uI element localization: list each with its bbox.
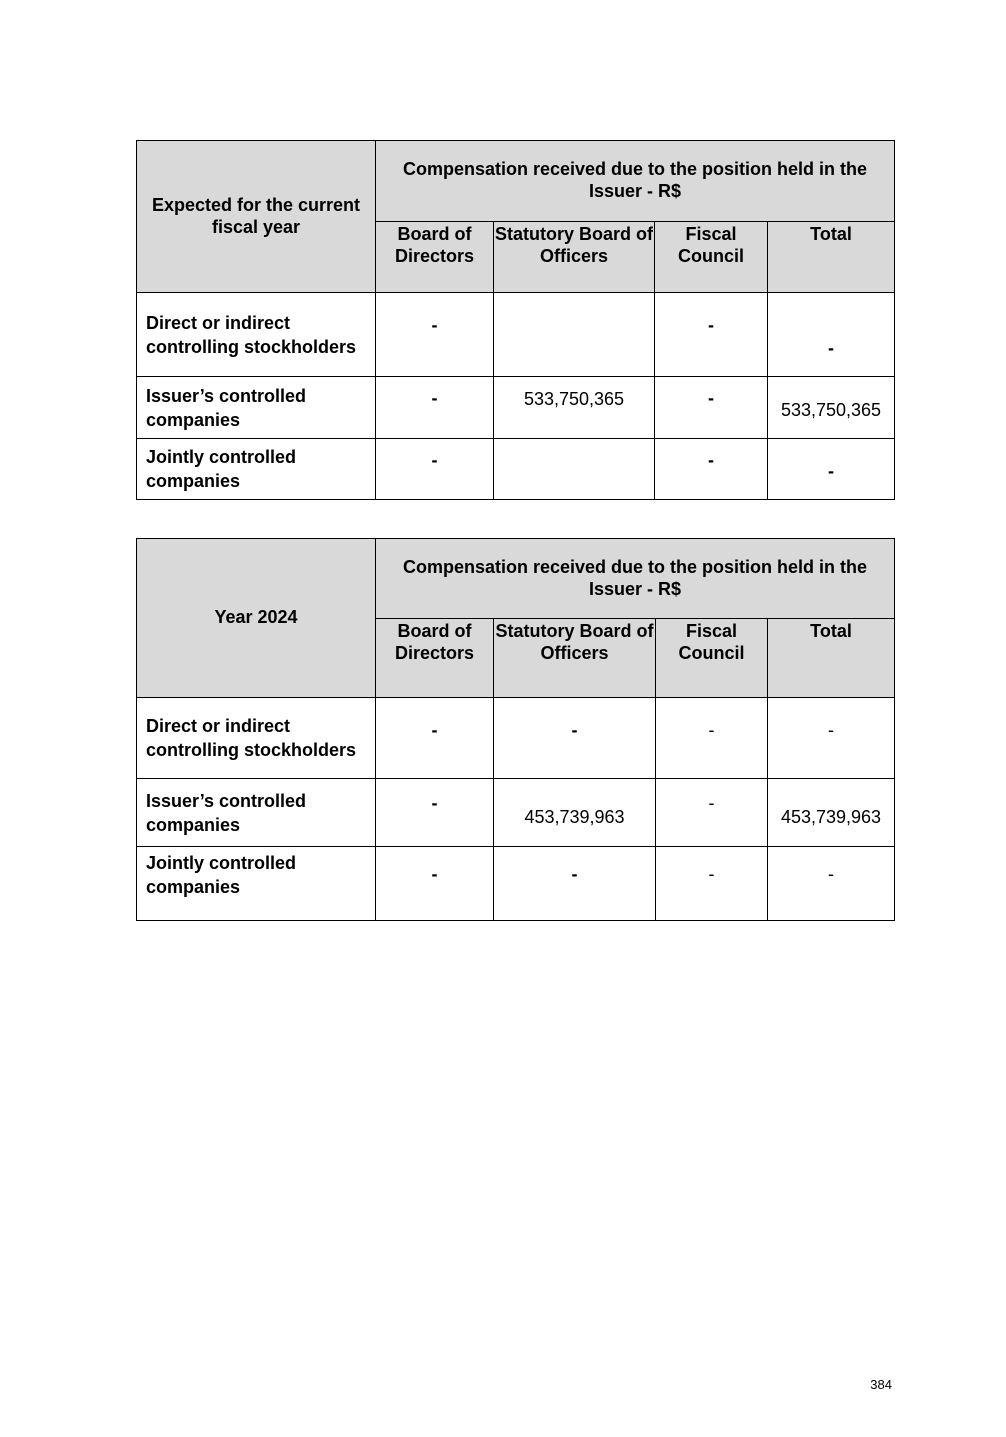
column-header-officers: Statutory Board of Officers — [494, 619, 656, 698]
cell-officers — [494, 293, 655, 377]
column-header-board: Board of Directors — [376, 222, 494, 293]
row-label: Jointly controlled companies — [137, 439, 376, 500]
page-number: 384 — [870, 1377, 892, 1392]
corner-header: Year 2024 — [137, 539, 376, 698]
compensation-table-current-year — [136, 140, 895, 500]
column-header-board: Board of Directors — [376, 619, 494, 698]
table-row — [137, 779, 895, 847]
cell-board: - — [376, 377, 494, 439]
column-header-fiscal: Fiscal Council — [656, 619, 768, 698]
row-label: Direct or indirect controlling stockholders — [137, 698, 376, 779]
row-label: Issuer’s controlled companies — [137, 779, 376, 847]
table-row — [137, 847, 895, 921]
cell-fiscal: - — [655, 293, 768, 377]
cell-total: - — [768, 293, 895, 377]
cell-board: - — [376, 293, 494, 377]
cell-fiscal: - — [655, 439, 768, 500]
row-label: Issuer’s controlled companies — [137, 377, 376, 439]
column-header-total: Total — [768, 619, 895, 698]
column-header-total: Total — [768, 222, 895, 293]
cell-officers — [494, 439, 655, 500]
table-row — [137, 439, 895, 500]
cell-officers: - — [494, 698, 656, 779]
cell-total: - — [768, 847, 895, 921]
cell-total: 453,739,963 — [768, 779, 895, 847]
cell-officers: - — [494, 847, 656, 921]
row-label: Jointly controlled companies — [137, 847, 376, 921]
cell-board: - — [376, 439, 494, 500]
group-header: Compensation received due to the position held in the Issuer - R$ — [376, 141, 895, 222]
column-header-fiscal: Fiscal Council — [655, 222, 768, 293]
table-row — [137, 377, 895, 439]
cell-fiscal: - — [656, 847, 768, 921]
cell-fiscal: - — [656, 698, 768, 779]
row-label: Direct or indirect controlling stockholders — [137, 293, 376, 377]
group-header: Compensation received due to the position held in the Issuer - R$ — [376, 539, 895, 619]
table-row — [137, 698, 895, 779]
compensation-table-year-2024 — [136, 538, 895, 921]
cell-board: - — [376, 847, 494, 921]
table-row — [137, 293, 895, 377]
cell-board: - — [376, 698, 494, 779]
cell-officers: 533,750,365 — [494, 377, 655, 439]
cell-total: 533,750,365 — [768, 377, 895, 439]
cell-officers: 453,739,963 — [494, 779, 656, 847]
cell-total: - — [768, 439, 895, 500]
cell-fiscal: - — [655, 377, 768, 439]
cell-total: - — [768, 698, 895, 779]
cell-fiscal: - — [656, 779, 768, 847]
cell-board: - — [376, 779, 494, 847]
corner-header: Expected for the current fiscal year — [137, 141, 376, 293]
column-header-officers: Statutory Board of Officers — [494, 222, 655, 293]
